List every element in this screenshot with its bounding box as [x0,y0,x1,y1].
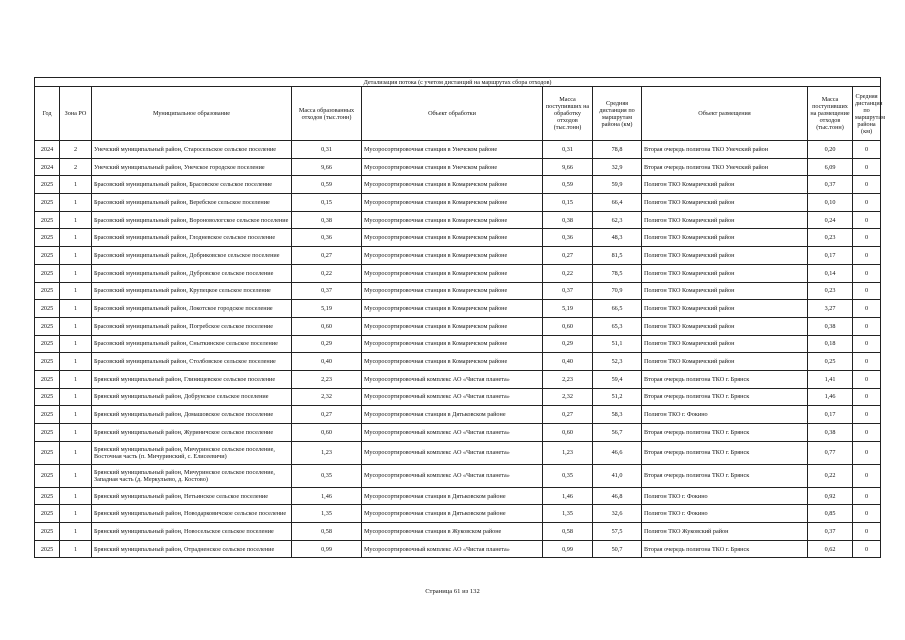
cell-municipality: Брасовский муниципальный район, Погребское сельское поселение [92,317,292,335]
cell-zone: 1 [60,406,92,424]
cell-avg-distance-placement: 0 [853,424,881,442]
cell-mass-to-placement: 0,23 [808,229,853,247]
cell-avg-distance-placement: 0 [853,264,881,282]
cell-placement-facility: Полигон ТКО Комаричский район [642,194,808,212]
cell-treatment-facility: Мусоросортировочная станция в Комаричском районе [362,229,543,247]
header-waste-mass: Масса образованных отходов (тыс.тонн) [292,87,362,141]
table-row [35,158,881,176]
cell-mass-to-treatment: 2,32 [543,388,593,406]
cell-placement-facility: Вторая очередь полигона ТКО г. Брянск [642,540,808,558]
cell-mass-to-treatment: 1,46 [543,487,593,505]
cell-zone: 1 [60,317,92,335]
table-row [35,300,881,318]
cell-year: 2025 [35,353,60,371]
cell-avg-distance-treatment: 81,5 [593,247,642,265]
cell-waste-mass: 9,66 [292,158,362,176]
header-avg-distance-placement: Средняя дистанция по маршрутам района (км) [853,87,881,141]
cell-waste-mass: 0,36 [292,229,362,247]
cell-waste-mass: 2,32 [292,388,362,406]
cell-avg-distance-treatment: 58,3 [593,406,642,424]
cell-municipality: Брасовский муниципальный район, Глодневское сельское поселение [92,229,292,247]
cell-municipality: Брянский муниципальный район, Добрунское сельское поселение [92,388,292,406]
cell-treatment-facility: Мусоросортировочный комплекс АО «Чистая планета» [362,464,543,487]
table-row [35,406,881,424]
cell-municipality: Брасовский муниципальный район, Вороновологское сельское поселение [92,211,292,229]
cell-year: 2025 [35,441,60,464]
cell-year: 2025 [35,247,60,265]
cell-zone: 1 [60,247,92,265]
document-sheet [34,77,886,558]
table-row [35,540,881,558]
cell-avg-distance-treatment: 62,3 [593,211,642,229]
cell-mass-to-treatment: 0,58 [543,523,593,541]
cell-treatment-facility: Мусоросортировочный комплекс АО «Чистая планета» [362,441,543,464]
cell-waste-mass: 0,60 [292,317,362,335]
cell-treatment-facility: Мусоросортировочная станция в Унечском районе [362,141,543,159]
cell-mass-to-placement: 0,38 [808,424,853,442]
cell-year: 2025 [35,176,60,194]
cell-treatment-facility: Мусоросортировочная станция в Дятьковском районе [362,406,543,424]
table-row [35,424,881,442]
cell-mass-to-treatment: 0,59 [543,176,593,194]
cell-placement-facility: Полигон ТКО Комаричский район [642,300,808,318]
header-mass-to-treatment: Масса поступивших на обработку отходов (тыс.тонн) [543,87,593,141]
table-row [35,523,881,541]
cell-waste-mass: 0,99 [292,540,362,558]
cell-zone: 1 [60,264,92,282]
cell-placement-facility: Полигон ТКО Комаричский район [642,211,808,229]
cell-year: 2025 [35,229,60,247]
cell-avg-distance-placement: 0 [853,176,881,194]
cell-placement-facility: Полигон ТКО Комаричский район [642,264,808,282]
cell-placement-facility: Вторая очередь полигона ТКО Унечский район [642,141,808,159]
cell-zone: 1 [60,194,92,212]
cell-municipality: Брянский муниципальный район, Новодарковичское сельское поселение [92,505,292,523]
cell-waste-mass: 0,35 [292,464,362,487]
cell-waste-mass: 0,40 [292,353,362,371]
table-body [35,141,881,558]
cell-municipality: Брянский муниципальный район, Нетьинское сельское поселение [92,487,292,505]
cell-waste-mass: 0,27 [292,406,362,424]
cell-mass-to-treatment: 0,27 [543,247,593,265]
page-footer: Страница 61 из 132 [425,588,480,595]
cell-mass-to-placement: 0,37 [808,176,853,194]
cell-placement-facility: Полигон ТКО Комаричский район [642,282,808,300]
cell-mass-to-placement: 0,14 [808,264,853,282]
cell-placement-facility: Вторая очередь полигона ТКО г. Брянск [642,464,808,487]
cell-mass-to-placement: 0,37 [808,523,853,541]
table-row [35,317,881,335]
cell-avg-distance-placement: 0 [853,388,881,406]
cell-avg-distance-placement: 0 [853,300,881,318]
cell-avg-distance-placement: 0 [853,540,881,558]
table-row [35,176,881,194]
cell-mass-to-treatment: 0,40 [543,353,593,371]
cell-avg-distance-treatment: 66,4 [593,194,642,212]
cell-year: 2025 [35,487,60,505]
cell-zone: 1 [60,229,92,247]
cell-municipality: Унечский муниципальный район, Унечское городское поселение [92,158,292,176]
cell-avg-distance-treatment: 50,7 [593,540,642,558]
cell-avg-distance-treatment: 78,8 [593,141,642,159]
cell-avg-distance-treatment: 48,3 [593,229,642,247]
cell-treatment-facility: Мусоросортировочная станция в Комаричском районе [362,335,543,353]
table-row [35,282,881,300]
table-row [35,441,881,464]
cell-year: 2025 [35,194,60,212]
cell-mass-to-treatment: 0,38 [543,211,593,229]
cell-avg-distance-treatment: 32,9 [593,158,642,176]
cell-zone: 1 [60,211,92,229]
cell-mass-to-treatment: 9,66 [543,158,593,176]
cell-avg-distance-treatment: 32,6 [593,505,642,523]
cell-municipality: Брасовский муниципальный район, Крупецкое сельское поселение [92,282,292,300]
cell-avg-distance-treatment: 51,1 [593,335,642,353]
cell-mass-to-treatment: 0,36 [543,229,593,247]
cell-waste-mass: 0,29 [292,335,362,353]
cell-municipality: Брасовский муниципальный район, Веребское сельское поселение [92,194,292,212]
header-zone: Зона РО [60,87,92,141]
cell-avg-distance-treatment: 78,5 [593,264,642,282]
cell-avg-distance-placement: 0 [853,229,881,247]
cell-zone: 2 [60,141,92,159]
cell-zone: 1 [60,523,92,541]
cell-placement-facility: Полигон ТКО Комаричский район [642,353,808,371]
cell-mass-to-treatment: 0,15 [543,194,593,212]
cell-mass-to-placement: 0,85 [808,505,853,523]
cell-zone: 1 [60,300,92,318]
cell-avg-distance-placement: 0 [853,406,881,424]
cell-waste-mass: 1,46 [292,487,362,505]
cell-avg-distance-placement: 0 [853,158,881,176]
cell-placement-facility: Вторая очередь полигона ТКО г. Брянск [642,388,808,406]
table-row [35,487,881,505]
cell-waste-mass: 2,23 [292,370,362,388]
cell-mass-to-placement: 0,38 [808,317,853,335]
cell-avg-distance-treatment: 56,7 [593,424,642,442]
table-row [35,335,881,353]
cell-mass-to-placement: 6,09 [808,158,853,176]
table-row [35,229,881,247]
cell-waste-mass: 0,38 [292,211,362,229]
header-municipality: Муниципальное образование [92,87,292,141]
cell-treatment-facility: Мусоросортировочная станция в Комаричском районе [362,211,543,229]
cell-placement-facility: Полигон ТКО Комаричский район [642,317,808,335]
cell-avg-distance-placement: 0 [853,464,881,487]
cell-avg-distance-placement: 0 [853,194,881,212]
cell-placement-facility: Вторая очередь полигона ТКО г. Брянск [642,441,808,464]
cell-waste-mass: 1,35 [292,505,362,523]
cell-treatment-facility: Мусоросортировочная станция в Унечском районе [362,158,543,176]
cell-mass-to-treatment: 0,27 [543,406,593,424]
table-row [35,211,881,229]
cell-year: 2025 [35,335,60,353]
cell-municipality: Брянский муниципальный район, Глинищевское сельское поселение [92,370,292,388]
cell-treatment-facility: Мусоросортировочная станция в Комаричском районе [362,247,543,265]
cell-waste-mass: 0,27 [292,247,362,265]
cell-zone: 1 [60,282,92,300]
cell-waste-mass: 0,58 [292,523,362,541]
cell-avg-distance-treatment: 51,2 [593,388,642,406]
cell-mass-to-placement: 1,46 [808,388,853,406]
cell-municipality: Брянский муниципальный район, Мичуринское сельское поселение, Восточная часть (п. Мичуринский, с. Елисеевичи) [92,441,292,464]
cell-year: 2025 [35,406,60,424]
cell-municipality: Брасовский муниципальный район, Локотское городское поселение [92,300,292,318]
table-row [35,388,881,406]
cell-mass-to-treatment: 1,35 [543,505,593,523]
cell-placement-facility: Вторая очередь полигона ТКО г. Брянск [642,370,808,388]
cell-avg-distance-treatment: 46,8 [593,487,642,505]
cell-year: 2025 [35,317,60,335]
cell-zone: 1 [60,505,92,523]
cell-avg-distance-treatment: 41,0 [593,464,642,487]
cell-placement-facility: Полигон ТКО г. Фокино [642,487,808,505]
cell-avg-distance-treatment: 66,5 [593,300,642,318]
cell-zone: 1 [60,388,92,406]
cell-placement-facility: Полигон ТКО г. Фокино [642,406,808,424]
cell-placement-facility: Полигон ТКО Комаричский район [642,335,808,353]
cell-treatment-facility: Мусоросортировочная станция в Жуковском районе [362,523,543,541]
cell-waste-mass: 0,22 [292,264,362,282]
cell-mass-to-treatment: 0,60 [543,317,593,335]
cell-waste-mass: 0,37 [292,282,362,300]
cell-year: 2025 [35,370,60,388]
cell-avg-distance-placement: 0 [853,282,881,300]
cell-municipality: Брасовский муниципальный район, Столбовское сельское поселение [92,353,292,371]
cell-avg-distance-placement: 0 [853,523,881,541]
cell-avg-distance-treatment: 46,6 [593,441,642,464]
table-row [35,353,881,371]
cell-mass-to-treatment: 0,37 [543,282,593,300]
cell-avg-distance-treatment: 59,9 [593,176,642,194]
cell-zone: 1 [60,424,92,442]
cell-treatment-facility: Мусоросортировочная станция в Комаричском районе [362,176,543,194]
cell-zone: 2 [60,158,92,176]
cell-placement-facility: Полигон ТКО Комаричский район [642,176,808,194]
cell-avg-distance-placement: 0 [853,141,881,159]
cell-municipality: Брянский муниципальный район, Новосельское сельское поселение [92,523,292,541]
table-row [35,464,881,487]
cell-year: 2025 [35,540,60,558]
cell-municipality: Брянский муниципальный район, Домашовское сельское поселение [92,406,292,424]
cell-municipality: Брасовский муниципальный район, Брасовское сельское поселение [92,176,292,194]
cell-mass-to-placement: 0,92 [808,487,853,505]
cell-placement-facility: Полигон ТКО Жуковский район [642,523,808,541]
cell-mass-to-placement: 0,77 [808,441,853,464]
cell-zone: 1 [60,335,92,353]
cell-avg-distance-placement: 0 [853,247,881,265]
table-row [35,505,881,523]
cell-waste-mass: 1,23 [292,441,362,464]
cell-zone: 1 [60,176,92,194]
cell-year: 2024 [35,141,60,159]
cell-year: 2025 [35,388,60,406]
cell-mass-to-placement: 0,62 [808,540,853,558]
table-row [35,247,881,265]
cell-municipality: Унечский муниципальный район, Старосельское сельское поселение [92,141,292,159]
cell-avg-distance-placement: 0 [853,487,881,505]
cell-year: 2024 [35,158,60,176]
cell-zone: 1 [60,464,92,487]
cell-zone: 1 [60,487,92,505]
cell-treatment-facility: Мусоросортировочная станция в Комаричском районе [362,300,543,318]
cell-avg-distance-treatment: 52,3 [593,353,642,371]
cell-year: 2025 [35,211,60,229]
cell-avg-distance-placement: 0 [853,335,881,353]
cell-municipality: Брасовский муниципальный район, Сныткинское сельское поселение [92,335,292,353]
cell-avg-distance-placement: 0 [853,505,881,523]
cell-placement-facility: Вторая очередь полигона ТКО Унечский район [642,158,808,176]
cell-waste-mass: 5,19 [292,300,362,318]
header-row [35,87,881,141]
cell-mass-to-treatment: 0,99 [543,540,593,558]
table-row [35,194,881,212]
cell-municipality: Брасовский муниципальный район, Добриковское сельское поселение [92,247,292,265]
cell-year: 2025 [35,505,60,523]
cell-avg-distance-placement: 0 [853,441,881,464]
cell-mass-to-treatment: 0,22 [543,264,593,282]
cell-placement-facility: Вторая очередь полигона ТКО г. Брянск [642,424,808,442]
cell-mass-to-placement: 0,22 [808,464,853,487]
header-mass-to-placement: Масса поступивших на размещение отходов (тыс.тонн) [808,87,853,141]
cell-mass-to-placement: 1,41 [808,370,853,388]
cell-year: 2025 [35,523,60,541]
cell-mass-to-placement: 0,20 [808,141,853,159]
cell-mass-to-placement: 0,24 [808,211,853,229]
cell-placement-facility: Полигон ТКО Комаричский район [642,229,808,247]
cell-waste-mass: 0,15 [292,194,362,212]
cell-waste-mass: 0,31 [292,141,362,159]
cell-avg-distance-placement: 0 [853,211,881,229]
cell-mass-to-treatment: 5,19 [543,300,593,318]
cell-year: 2025 [35,424,60,442]
cell-year: 2025 [35,264,60,282]
cell-mass-to-placement: 0,25 [808,353,853,371]
cell-treatment-facility: Мусоросортировочный комплекс АО «Чистая планета» [362,424,543,442]
cell-mass-to-treatment: 0,29 [543,335,593,353]
cell-zone: 1 [60,540,92,558]
cell-avg-distance-placement: 0 [853,370,881,388]
cell-mass-to-placement: 0,17 [808,406,853,424]
table-row [35,141,881,159]
cell-year: 2025 [35,282,60,300]
cell-waste-mass: 0,60 [292,424,362,442]
cell-mass-to-treatment: 0,31 [543,141,593,159]
cell-treatment-facility: Мусоросортировочная станция в Комаричском районе [362,282,543,300]
cell-mass-to-treatment: 0,60 [543,424,593,442]
cell-mass-to-placement: 0,23 [808,282,853,300]
cell-mass-to-placement: 0,18 [808,335,853,353]
cell-zone: 1 [60,353,92,371]
header-placement-facility: Объект размещения [642,87,808,141]
cell-year: 2025 [35,300,60,318]
cell-treatment-facility: Мусоросортировочная станция в Комаричском районе [362,317,543,335]
cell-avg-distance-treatment: 57,5 [593,523,642,541]
cell-placement-facility: Полигон ТКО г. Фокино [642,505,808,523]
cell-municipality: Брянский муниципальный район, Журиничское сельское поселение [92,424,292,442]
cell-municipality: Брянский муниципальный район, Мичуринское сельское поселение, Западная часть (д. Меркульево, д. Костово) [92,464,292,487]
cell-avg-distance-placement: 0 [853,317,881,335]
cell-mass-to-placement: 0,17 [808,247,853,265]
cell-year: 2025 [35,464,60,487]
header-year: Год [35,87,60,141]
header-treatment-facility: Объект обработки [362,87,543,141]
cell-municipality: Брянский муниципальный район, Отрадненское сельское поселение [92,540,292,558]
cell-treatment-facility: Мусоросортировочный комплекс АО «Чистая планета» [362,540,543,558]
waste-flow-table [34,77,886,558]
cell-treatment-facility: Мусоросортировочный комплекс АО «Чистая планета» [362,388,543,406]
cell-zone: 1 [60,441,92,464]
cell-avg-distance-treatment: 59,4 [593,370,642,388]
cell-mass-to-placement: 0,10 [808,194,853,212]
cell-zone: 1 [60,370,92,388]
table-row [35,370,881,388]
cell-waste-mass: 0,59 [292,176,362,194]
cell-avg-distance-placement: 0 [853,353,881,371]
cell-treatment-facility: Мусоросортировочный комплекс АО «Чистая планета» [362,370,543,388]
header-avg-distance-treatment: Средняя дистанция по маршрутам района (км) [593,87,642,141]
cell-avg-distance-treatment: 70,9 [593,282,642,300]
table-row [35,264,881,282]
table-title: Детализация потока (с учетом дистанций на маршрутах сбора отходов) [35,78,881,87]
cell-mass-to-treatment: 1,23 [543,441,593,464]
cell-placement-facility: Полигон ТКО Комаричский район [642,247,808,265]
cell-treatment-facility: Мусоросортировочная станция в Дятьковском районе [362,505,543,523]
cell-mass-to-treatment: 0,35 [543,464,593,487]
cell-avg-distance-treatment: 65,3 [593,317,642,335]
cell-mass-to-treatment: 2,23 [543,370,593,388]
cell-treatment-facility: Мусоросортировочная станция в Комаричском районе [362,264,543,282]
cell-mass-to-placement: 3,27 [808,300,853,318]
cell-treatment-facility: Мусоросортировочная станция в Дятьковском районе [362,487,543,505]
cell-municipality: Брасовский муниципальный район, Дубровское сельское поселение [92,264,292,282]
cell-treatment-facility: Мусоросортировочная станция в Комаричском районе [362,194,543,212]
cell-treatment-facility: Мусоросортировочная станция в Комаричском районе [362,353,543,371]
